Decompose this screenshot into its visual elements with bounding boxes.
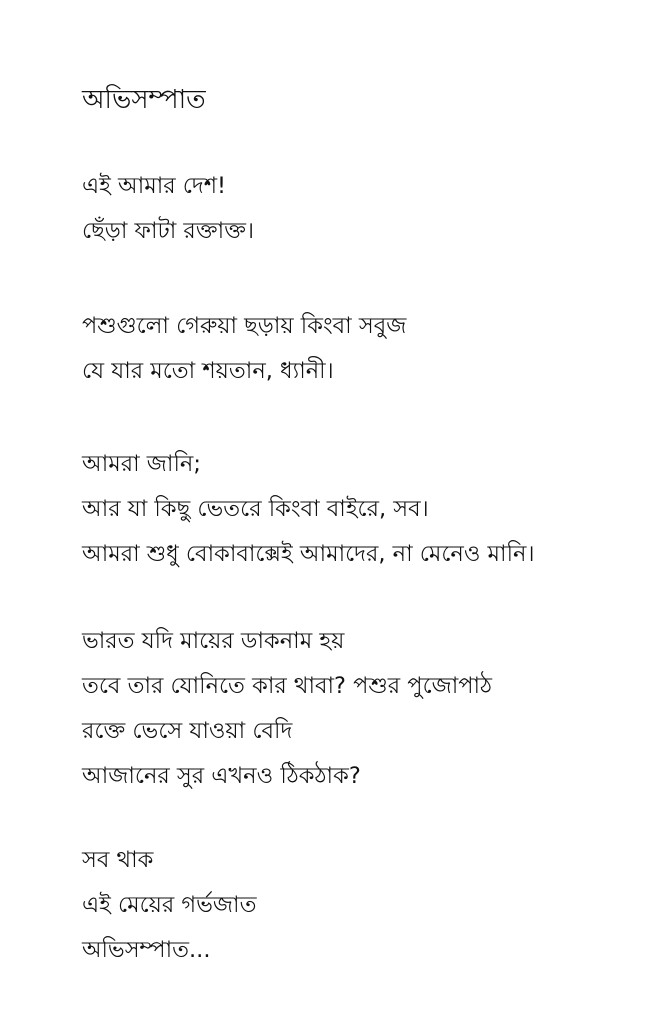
poem-line: আজানের সুর এখনও ঠিকঠাক? [82, 763, 361, 789]
poem-line: রক্তে ভেসে যাওয়া বেদি [82, 718, 293, 744]
poem-line: আমরা শুধু বোকাবাক্সেই আমাদের, না মেনেও মানি। [82, 541, 535, 567]
poem-line: ছেঁড়া ফাটা রক্তাক্ত। [82, 218, 255, 244]
poem-line: আমরা জানি; [82, 451, 201, 477]
poem-line: অভিসম্পাত... [82, 937, 211, 963]
poem-line: ভারত যদি মায়ের ডাকনাম হয় [82, 628, 345, 654]
poem-line: যে যার মতো শয়তান, ধ্যানী। [82, 358, 334, 384]
poem-line: সব থাক [82, 847, 154, 873]
poem-line: এই মেয়ের গর্ভজাত [82, 892, 257, 918]
poem-line: এই আমার দেশ! [82, 173, 227, 199]
poem-line: পশুগুলো গেরুয়া ছড়ায় কিংবা সবুজ [82, 313, 407, 339]
poem-line: তবে তার যোনিতে কার থাবা? পশুর পুজোপাঠ [82, 673, 493, 699]
poem-title: অভিসম্পাত [82, 85, 206, 115]
poem-line: আর যা কিছু ভেতরে কিংবা বাইরে, সব। [82, 496, 429, 522]
